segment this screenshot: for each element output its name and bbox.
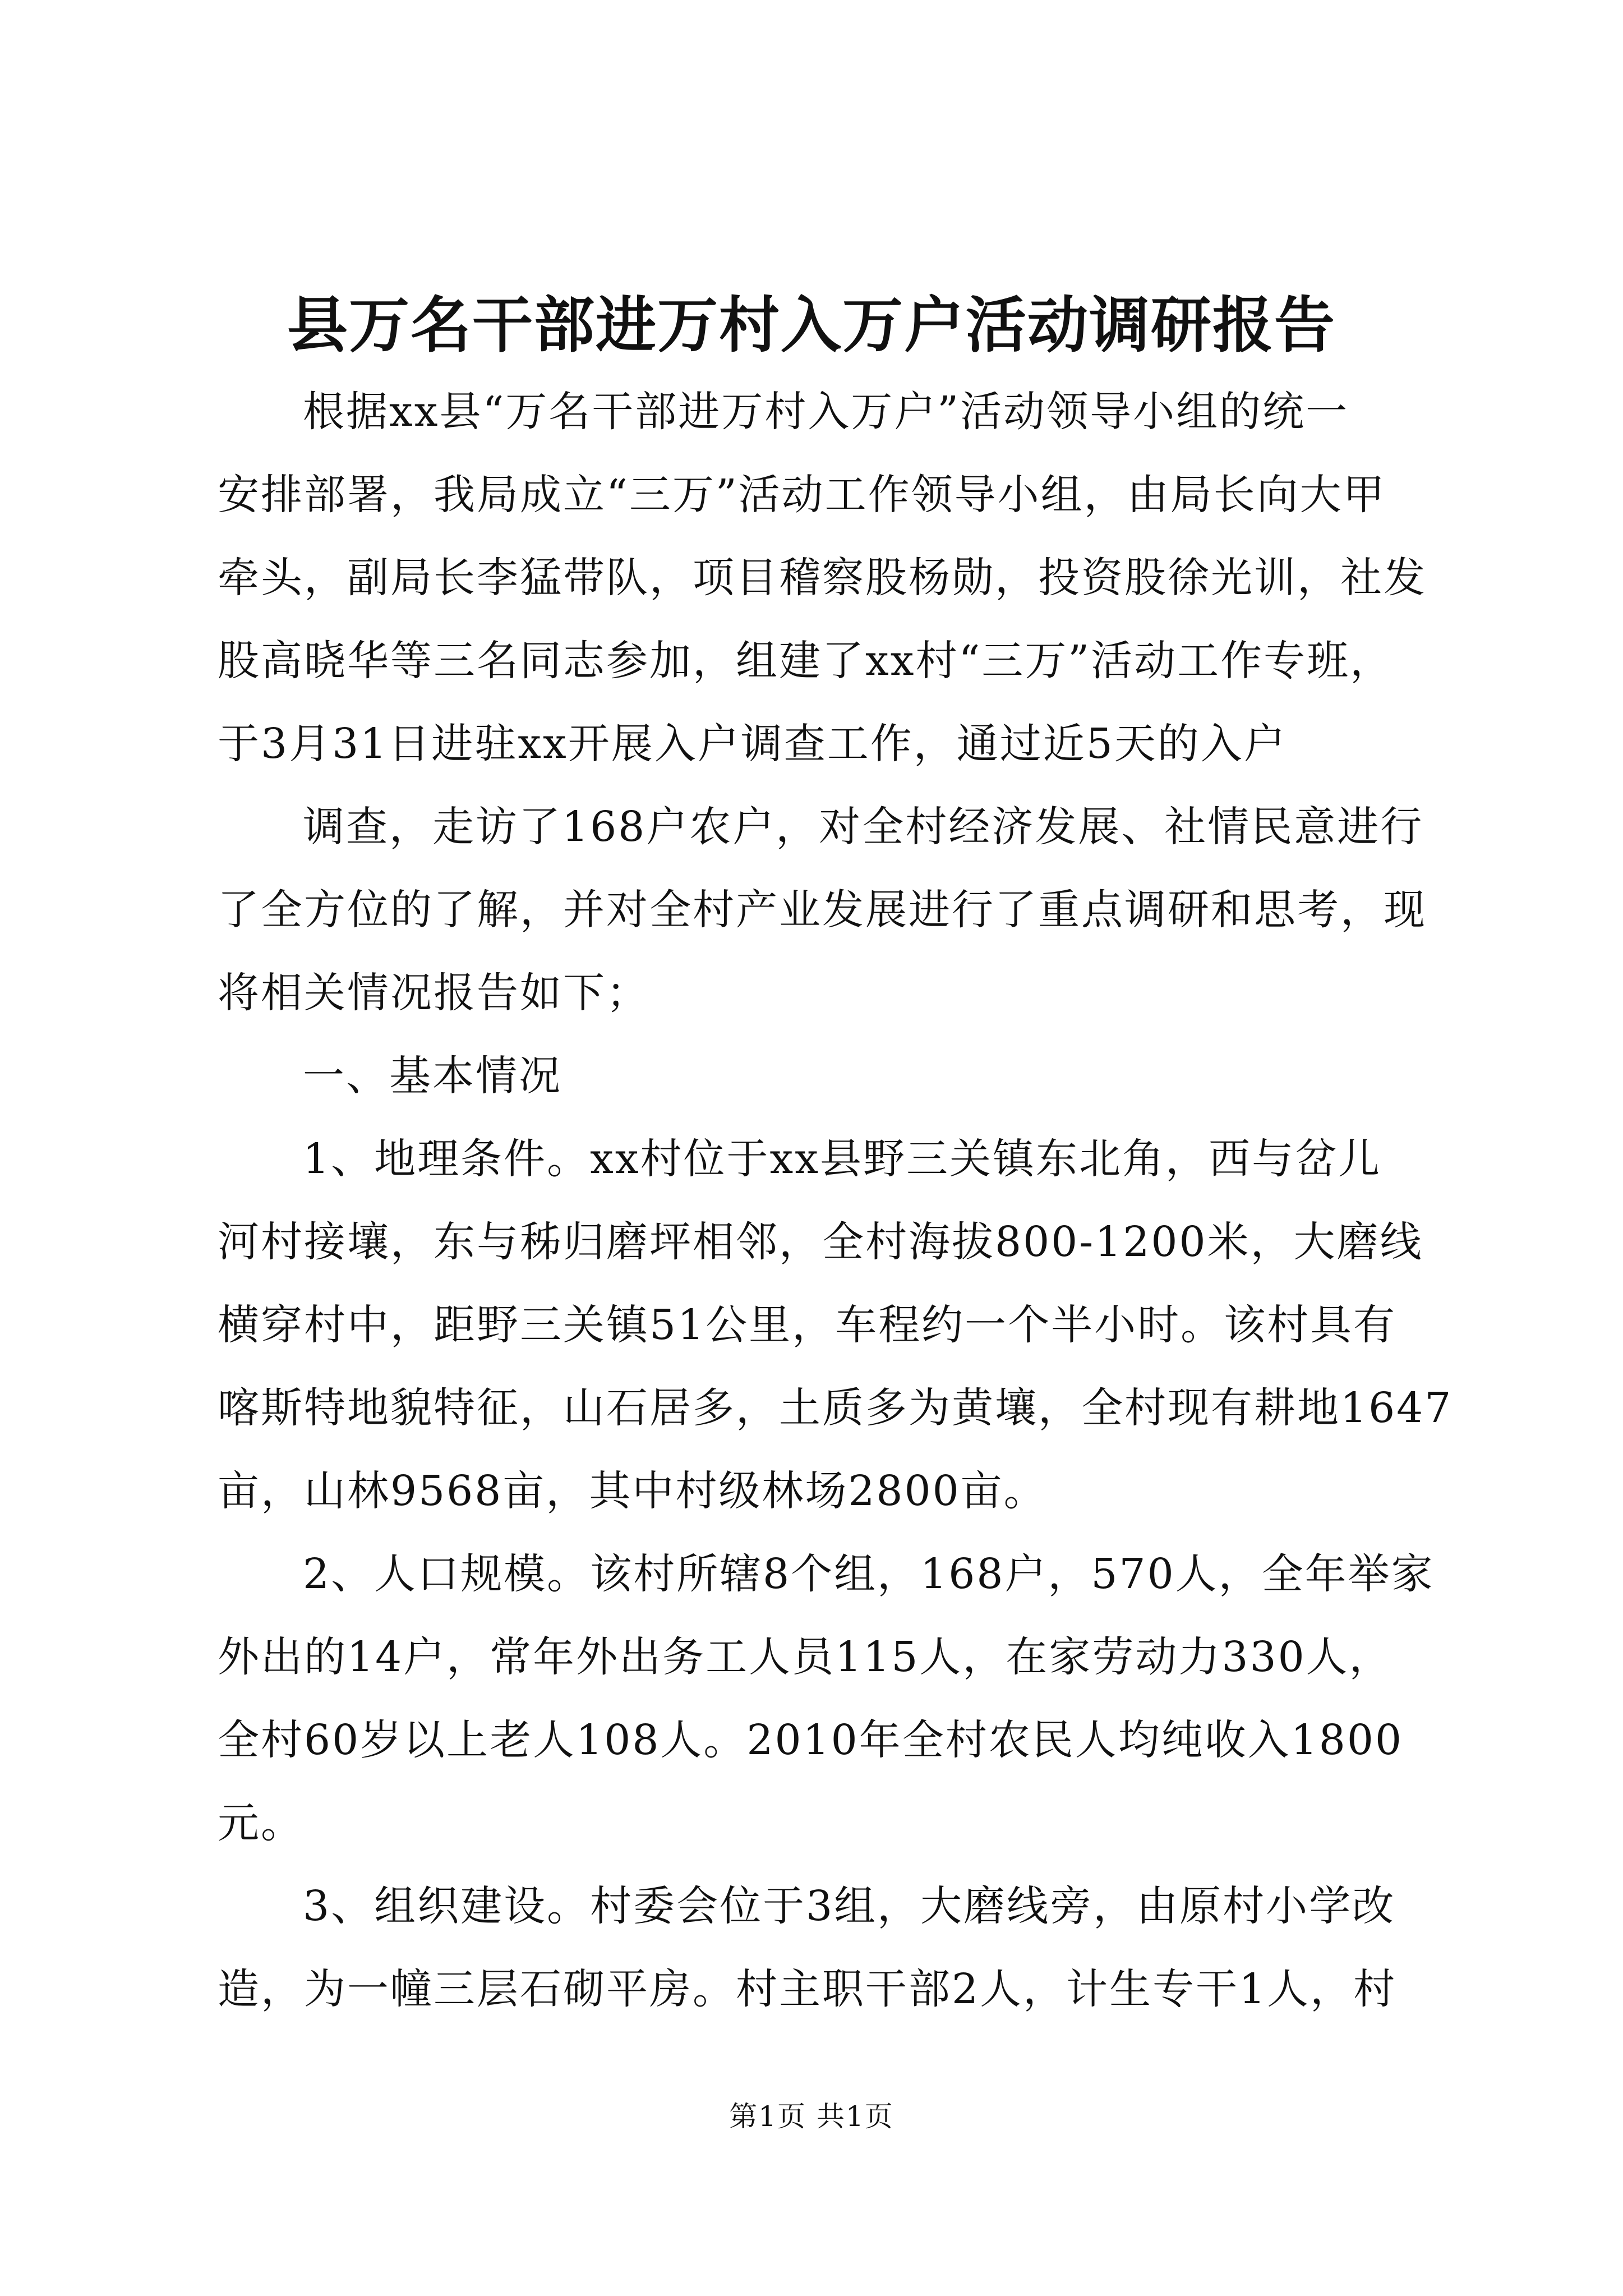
section-heading: 一、基本情况 [303, 1052, 562, 1100]
paragraph-line: 河村接壤，东与秭归磨坪相邻，全村海拔800-1200米，大磨线 [218, 1218, 1423, 1266]
paragraph-line: 了全方位的了解，并对全村产业发展进行了重点调研和思考，现 [218, 886, 1427, 934]
paragraph-line: 亩，山林9568亩，其中村级林场2800亩。 [218, 1467, 1047, 1515]
paragraph-line: 于3月31日进驻xx开展入户调查工作，通过近5天的入户 [218, 720, 1287, 768]
paragraph-line: 3、组织建设。村委会位于3组，大磨线旁，由原村小学改 [303, 1882, 1396, 1930]
paragraph-line: 外出的14户，常年外出务工人员115人，在家劳动力330人， [218, 1633, 1393, 1681]
paragraph-line: 横穿村中，距野三关镇51公里，车程约一个半小时。该村具有 [218, 1301, 1397, 1349]
paragraph-line: 将相关情况报告如下； [218, 969, 649, 1017]
document-body [218, 370, 1453, 2031]
document-title: 县万名干部进万村入万户活动调研报告 [287, 290, 1336, 361]
paragraph-line: 元。 [218, 1799, 304, 1847]
paragraph-line: 调查，走访了168户农户，对全村经济发展、社情民意进行 [303, 803, 1424, 851]
paragraph-line: 造，为一幢三层石砌平房。村主职干部2人，计生专干1人，村 [218, 1965, 1397, 2013]
paragraph-line: 1、地理条件。xx村位于xx县野三关镇东北角，西与岔儿 [303, 1135, 1382, 1183]
paragraph-line: 喀斯特地貌特征，山石居多，土质多为黄壤，全村现有耕地1647 [218, 1384, 1453, 1432]
paragraph-line: 根据xx县“万名干部进万村入万户”活动领导小组的统一 [303, 388, 1349, 436]
paragraph-line: 牵头，副局长李猛带队，项目稽察股杨勋，投资股徐光训，社发 [218, 554, 1427, 602]
paragraph-line: 股高晓华等三名同志参加，组建了xx村“三万”活动工作专班， [218, 637, 1394, 685]
paragraph-line: 全村60岁以上老人108人。2010年全村农民人均纯收入1800 [218, 1716, 1404, 1764]
page-footer: 第1页 共1页 [729, 2100, 894, 2133]
paragraph-line: 安排部署，我局成立“三万”活动工作领导小组，由局长向大甲 [218, 471, 1386, 519]
paragraph-line: 2、人口规模。该村所辖8个组，168户，570人，全年举家 [303, 1550, 1435, 1598]
